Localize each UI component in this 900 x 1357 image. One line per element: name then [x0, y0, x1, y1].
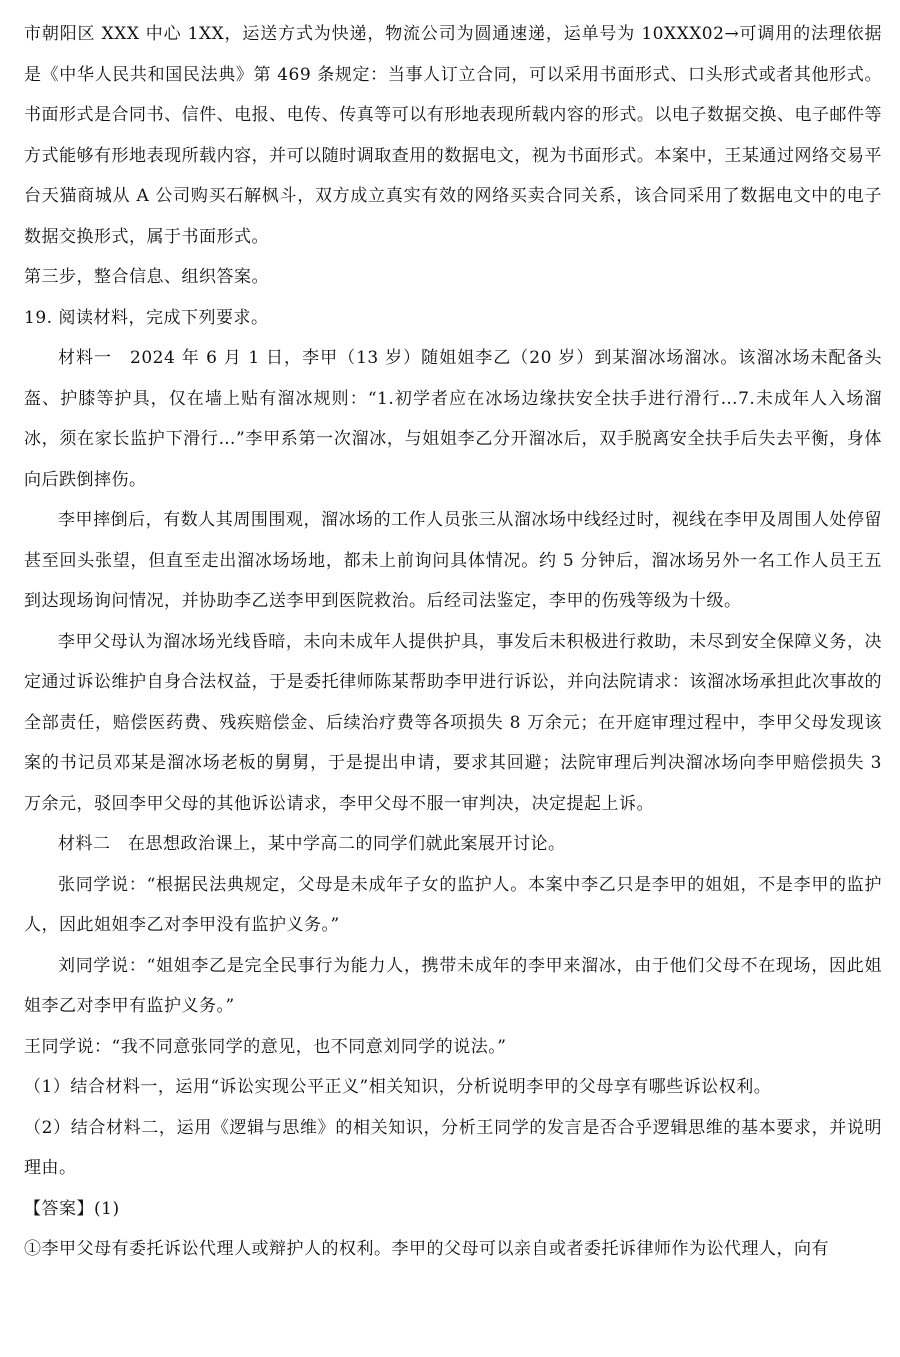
- sub-question-1: （1）结合材料一，运用“诉讼实现公平正义”相关知识，分析说明李甲的父母享有哪些诉讼权利。: [24, 1077, 772, 1097]
- student-liu-statement: 刘同学说：“姐姐李乙是完全民事行为能力人，携带未成年的李甲来溜冰，由于他们父母不在现场，因此姐姐李乙对李甲有监护义务。”: [24, 955, 882, 1016]
- material-one-paragraph-2: 李甲摔倒后，有数人其周围围观，溜冰场的工作人员张三从溜冰场中线经过时，视线在李甲及周围人处停留甚至回头张望，但直至走出溜冰场场地，都未上前询问具体情况。约 5 分钟后，溜冰场另外一名工作人员王五到达现场询问情况，并协助李乙送李甲到医院救治。后经司法鉴定，李甲的伤残等级为十级。: [24, 510, 882, 611]
- answer-point-1: ①李甲父母有委托诉讼代理人或辩护人的权利。李甲的父母可以亲自或者委托诉律师作为讼代理人，向有: [24, 1239, 829, 1259]
- sub-question-2: （2）结合材料二，运用《逻辑与思维》的相关知识，分析王同学的发言是否合乎逻辑思维的基本要求，并说明理由。: [24, 1117, 882, 1178]
- student-wang-statement: 王同学说：“我不同意张同学的意见，也不同意刘同学的说法。”: [24, 1036, 507, 1057]
- material-two-paragraph: 材料二 在思想政治课上，某中学高二的同学们就此案展开讨论。: [58, 834, 566, 854]
- material-one-paragraph-3: 李甲父母认为溜冰场光线昏暗，未向未成年人提供护具，事发后未积极进行救助，未尽到安全保障义务，决定通过诉讼维护自身合法权益，于是委托律师陈某帮助李甲进行诉讼，并向法院请求：该溜冰场承担此次事故的全部责任，赔偿医药费、残疾赔偿金、后续治疗费等各项损失 8 万余元；在开庭审理过程中，李甲父母发现该案的书记员邓某是溜冰场老板的舅舅，于是提出申请，要求其回避；法院审理后判决溜冰场向李甲赔偿损失 3 万余元，驳回李甲父母的其他诉讼请求，李甲父母不服一审判决，决定提起上诉。: [24, 631, 882, 814]
- step-three-line: 第三步，整合信息、组织答案。: [24, 267, 269, 287]
- student-zhang-statement: 张同学说：“根据民法典规定，父母是未成年子女的监护人。本案中李乙只是李甲的姐姐，不是李甲的监护人，因此姐姐李乙对李甲没有监护义务。”: [24, 874, 882, 935]
- material-one-paragraph-1: 材料一 2024 年 6 月 1 日，李甲（13 岁）随姐姐李乙（20 岁）到某溜冰场溜冰。该溜冰场未配备头盔、护膝等护具，仅在墙上贴有溜冰规则：“1.初学者应在冰场边缘扶安全扶手进行滑行…7.未成年人入场溜冰，须在家长监护下滑行…”李甲系第一次溜冰，与姐姐李乙分开溜冰后，双手脱离安全扶手后失去平衡，身体向后跌倒摔伤。: [24, 348, 882, 490]
- answer-heading: 【答案】(1): [24, 1198, 120, 1219]
- question-19-heading: 19. 阅读材料，完成下列要求。: [24, 307, 269, 328]
- intro-legal-paragraph: 市朝阳区 XXX 中心 1XX，运送方式为快递，物流公司为圆通速递，运单号为 10XXX02→可调用的法理依据是《中华人民共和国民法典》第 469 条规定：当事人订立合同，可以采用书面形式、口头形式或者其他形式。书面形式是合同书、信件、电报、电传、传真等可以有形地表现所载内容的形式。以电子数据交换、电子邮件等方式能够有形地表现所载内容，并可以随时调取查用的数据电文，视为书面形式。本案中，王某通过网络交易平台天猫商城从 A 公司购买石解枫斗，双方成立真实有效的网络买卖合同关系，该合同采用了数据电文中的电子数据交换形式，属于书面形式。: [24, 24, 882, 247]
